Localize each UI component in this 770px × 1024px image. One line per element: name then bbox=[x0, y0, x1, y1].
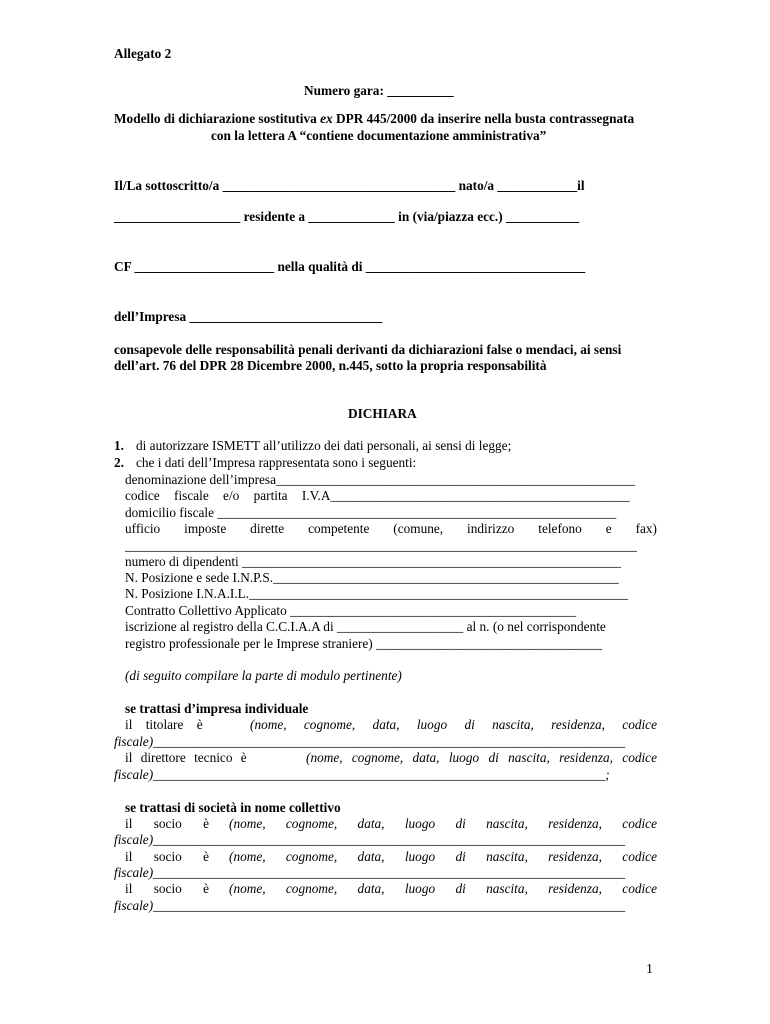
item-1-text: di autorizzare ISMETT all’utilizzo dei dati personali, ai sensi di legge; bbox=[136, 438, 512, 453]
field-contratto: Contratto Collettivo Applicato ___________________________________________ bbox=[125, 603, 576, 618]
page-number: 1 bbox=[646, 962, 653, 977]
socio-fiscale-1: fiscale)_______________________________________________________________________ bbox=[114, 832, 626, 847]
compile-note: (di seguito compilare la parte di modulo pertinente) bbox=[125, 668, 402, 683]
consapevole-line-2: dell’art. 76 del DPR 28 Dicembre 2000, n.445, sotto la propria responsabilità bbox=[114, 358, 547, 373]
field-iscrizione: iscrizione al registro della C.C.I.A.A di ___________________ al n. (o nel corrispondente bbox=[125, 619, 606, 634]
field-domicilio: domicilio fiscale ____________________________________________________________ bbox=[125, 505, 617, 520]
socio-hint-3: (nome, cognome, data, luogo di nascita, residenza, codice bbox=[229, 881, 657, 896]
identity-line-4: dell’Impresa _____________________________ bbox=[114, 309, 383, 324]
collettivo-heading: se trattasi di società in nome collettivo bbox=[125, 800, 341, 815]
document-title-line1 bbox=[114, 111, 634, 127]
direttore-hint: (nome, cognome, data, luogo di nascita, residenza, codice bbox=[306, 750, 657, 765]
field-codice-fiscale bbox=[125, 488, 657, 504]
title-ex: ex bbox=[320, 111, 333, 126]
dichiara-heading: DICHIARA bbox=[348, 406, 417, 421]
direttore-label: il direttore tecnico è bbox=[125, 750, 247, 765]
socio-hint-1: (nome, cognome, data, luogo di nascita, residenza, codice bbox=[229, 816, 657, 831]
numero-gara: Numero gara: __________ bbox=[304, 83, 454, 98]
allegato-label: Allegato 2 bbox=[114, 46, 172, 61]
direttore-line bbox=[125, 750, 657, 766]
title-part-2: DPR 445/2000 da inserire nella busta contrassegnata bbox=[336, 111, 635, 126]
identity-line-3: CF _____________________ nella qualità di _________________________________ bbox=[114, 259, 586, 274]
title-part-1: Modello di dichiarazione sostitutiva bbox=[114, 111, 317, 126]
item-2-number: 2. bbox=[114, 455, 124, 470]
field-inps: N. Posizione e sede I.N.P.S.____________________________________________________ bbox=[125, 570, 619, 585]
document-title-line2: con la lettera A “contiene documentazione amministrativa” bbox=[211, 128, 547, 143]
item-2-text: che i dati dell’Impresa rappresentata sono i seguenti: bbox=[136, 455, 417, 470]
socio-hint-2: (nome, cognome, data, luogo di nascita, residenza, codice bbox=[229, 849, 657, 864]
consapevole-line-1: consapevole delle responsabilità penali derivanti da dichiarazioni false o mendaci, ai sensi bbox=[114, 342, 622, 357]
socio-line-2 bbox=[125, 849, 657, 865]
titolare-line bbox=[125, 717, 657, 733]
field-inail: N. Posizione I.N.A.I.L._________________________________________________________ bbox=[125, 586, 629, 601]
titolare-fiscale: fiscale)_______________________________________________________________________ bbox=[114, 734, 626, 749]
individuale-heading: se trattasi d’impresa individuale bbox=[125, 701, 309, 716]
socio-fiscale-3: fiscale)_______________________________________________________________________ bbox=[114, 898, 626, 913]
field-ufficio: ufficio imposte dirette competente (comune, indirizzo telefono e fax) bbox=[125, 521, 657, 536]
field-registro: registro professionale per le Imprese straniere) __________________________________ bbox=[125, 636, 603, 651]
identity-line-2: ___________________ residente a _____________ in (via/piazza ecc.) ___________ bbox=[114, 209, 580, 224]
field-ufficio-line: _____________________________________________________________________________ bbox=[125, 538, 637, 553]
socio-label-1: il socio è bbox=[125, 816, 210, 831]
socio-label-2: il socio è bbox=[125, 849, 210, 864]
field-dipendenti: numero di dipendenti _________________________________________________________ bbox=[125, 554, 622, 569]
socio-line-1 bbox=[125, 816, 657, 832]
socio-label-3: il socio è bbox=[125, 881, 210, 896]
socio-line-3 bbox=[125, 881, 657, 897]
identity-line-1: Il/La sottoscritto/a ___________________________________ nato/a ____________il bbox=[114, 178, 585, 193]
direttore-fiscale: fiscale)____________________________________________________________________; bbox=[114, 767, 610, 782]
item-1-number: 1. bbox=[114, 438, 124, 453]
socio-fiscale-2: fiscale)_______________________________________________________________________ bbox=[114, 865, 626, 880]
titolare-label: il titolare è bbox=[125, 717, 203, 732]
field-codice-fiscale-text: codice fiscale e/o partita I.V.A_____________________________________________ bbox=[125, 488, 630, 503]
field-denominazione: denominazione dell’impresa______________________________________________________ bbox=[125, 472, 636, 487]
titolare-hint: (nome, cognome, data, luogo di nascita, residenza, codice bbox=[250, 717, 657, 732]
